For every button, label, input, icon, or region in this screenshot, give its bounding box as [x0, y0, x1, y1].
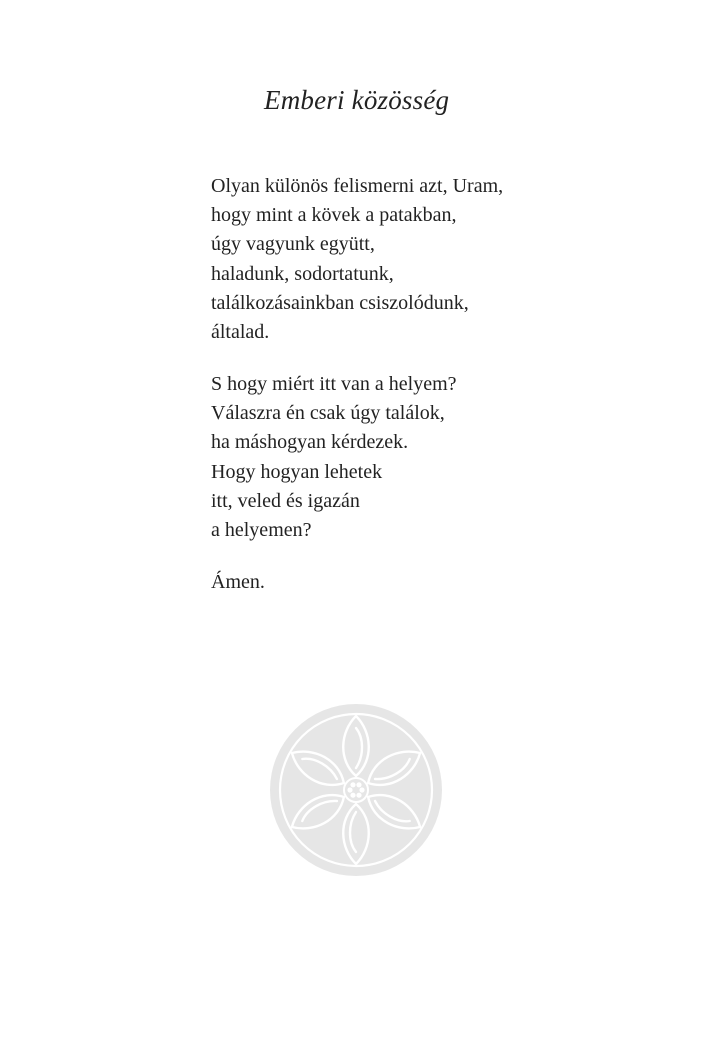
poem-line: hogy mint a kövek a patakban,: [211, 204, 457, 227]
stanza-3: [211, 568, 265, 597]
poem-title: Emberi közösség: [264, 85, 450, 115]
poem-line: Hogy hogyan lehetek: [211, 460, 383, 483]
poem-line: haladunk, sodortatunk,: [211, 262, 394, 285]
stanza-2: [211, 370, 457, 545]
poem-line: általad.: [211, 321, 270, 344]
poem-line: Válaszra én csak úgy találok,: [211, 402, 445, 425]
poem-line: Olyan különös felismerni azt, Uram,: [211, 175, 504, 197]
poem-line: S hogy miért itt van a helyem?: [211, 373, 457, 395]
poem-line: itt, veled és igazán: [211, 489, 360, 512]
poem-line: ha máshogyan kérdezek.: [211, 431, 409, 454]
poem-line: Ámen.: [211, 571, 265, 593]
poem-line: a helyemen?: [211, 519, 312, 542]
poem-line: találkozásainkban csiszolódunk,: [211, 291, 469, 314]
poem-line: úgy vagyunk együtt,: [211, 233, 375, 256]
rosette-ornament-icon: [264, 700, 448, 880]
stanza-1: [211, 172, 503, 347]
